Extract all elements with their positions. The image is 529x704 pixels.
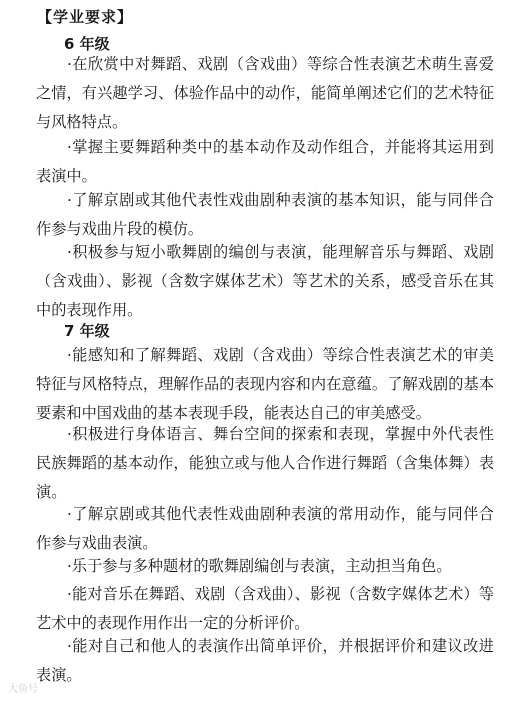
grade-7-item-2: ·积极进行身体语言、舞台空间的探索和表现，掌握中外代表性民族舞蹈的基本动作，能独立或与他人合作进行舞蹈（含集体舞）表演。 (36, 425, 494, 501)
grade-6-item-3: ·了解京剧或其他代表性戏曲剧种表演的基本知识，能与同伴合作参与戏曲片段的模仿。 (36, 191, 494, 238)
grade-7-item-6: ·能对自己和他人的表演作出简单评价，并根据评价和建议改进表演。 (36, 637, 494, 684)
watermark: 大鱼号 (8, 684, 38, 695)
grade-7-item-1: ·能感知和了解舞蹈、戏剧（含戏曲）等综合性表演艺术的审美特征与风格特点，理解作品的表现内容和内在意蕴。了解戏剧的基本要素和中国戏曲的基本表现手段，能表达自己的审美感受。 (36, 346, 494, 422)
grade-6-item-2: ·掌握主要舞蹈种类中的基本动作及动作组合，并能将其运用到表演中。 (36, 138, 494, 185)
grade-7-heading: 7 年级 (64, 322, 110, 340)
grade-6-item-1: ·在欣赏中对舞蹈、戏剧（含戏曲）等综合性表演艺术萌生喜爱之情，有兴趣学习、体验作品中的动作，能简单阐述它们的艺术特征与风格特点。 (36, 55, 494, 131)
grade-6-item-4: ·积极参与短小歌舞剧的编创与表演，能理解音乐与舞蹈、戏剧（含戏曲）、影视（含数字媒体艺术）等艺术的关系，感受音乐在其中的表现作用。 (36, 243, 494, 319)
section-title: 【学业要求】 (37, 8, 134, 26)
grade-7-item-4: ·乐于参与多种题材的歌舞剧编创与表演，主动担当角色。 (67, 557, 452, 575)
grade-6-heading: 6 年级 (64, 35, 110, 53)
grade-7-item-3: ·了解京剧或其他代表性戏曲剧种表演的常用动作，能与同伴合作参与戏曲表演。 (36, 505, 494, 552)
grade-7-item-5: ·能对音乐在舞蹈、戏剧（含戏曲）、影视（含数字媒体艺术）等艺术中的表现作用作出一定的分析评价。 (36, 585, 494, 632)
